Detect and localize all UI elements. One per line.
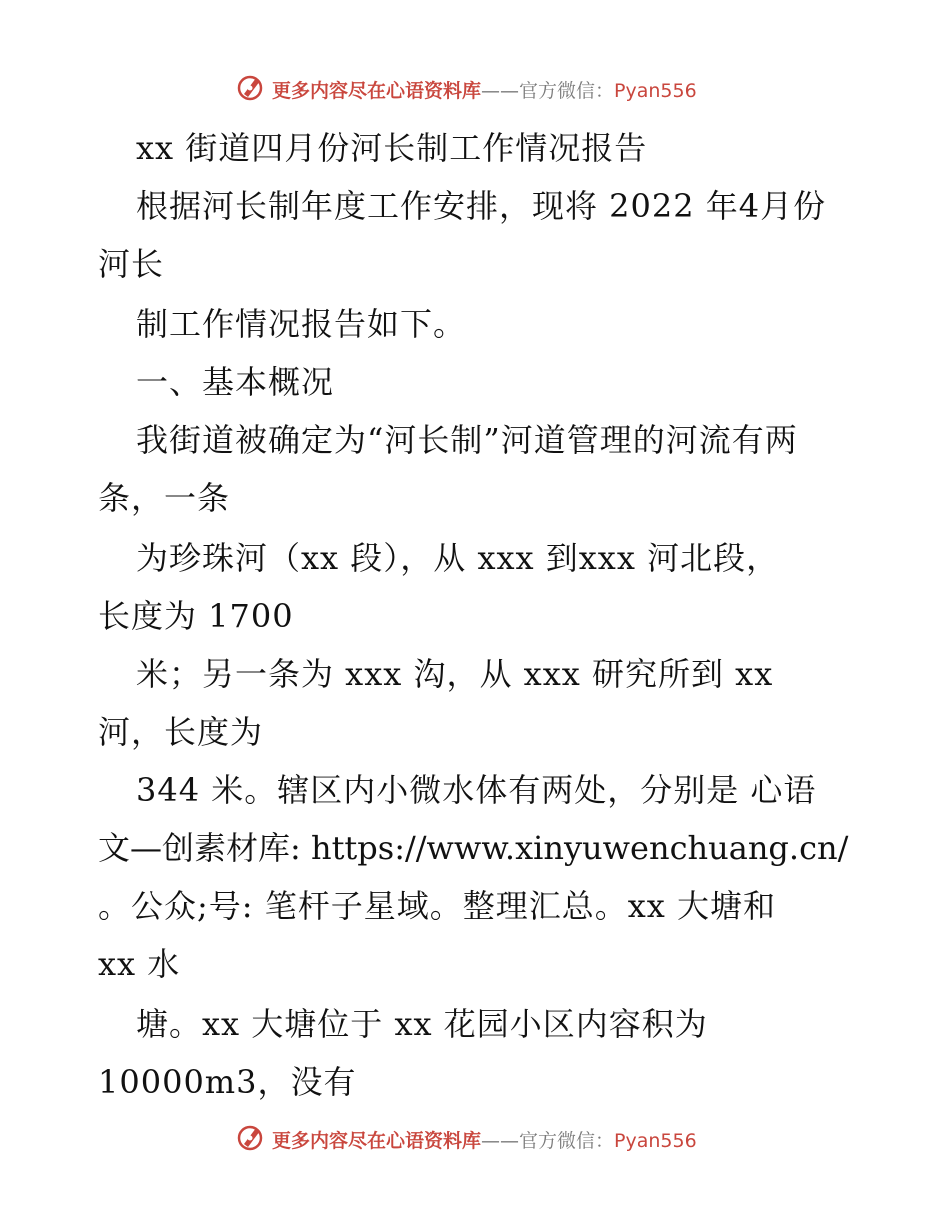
watermark-banner-bottom (0, 1120, 950, 1160)
watermark-wechat: 官方微信： (519, 1130, 615, 1152)
text-line: 条，一条 (98, 479, 231, 517)
section-heading: 一、基本概况 (136, 363, 335, 401)
watermark-text (272, 1126, 697, 1153)
text-line: 344 米。辖区内小微水体有两处，分别是 心语 (136, 771, 817, 809)
text-line: 河，长度为 (98, 713, 264, 751)
watermark-main: 更多内容尽在心语资料库 (272, 80, 482, 102)
text-line: 制工作情况报告如下。 (136, 305, 467, 343)
watermark-banner-top (0, 70, 950, 110)
pen-nib-logo-icon (236, 72, 266, 102)
text-line: 文—创素材库: https://www.xinyuwenchuang.cn/ (98, 829, 849, 867)
text-line: 塘。xx 大塘位于 xx 花园小区内容积为 (136, 1005, 708, 1043)
watermark-account: Pyan556 (614, 1130, 697, 1152)
watermark-dash: —— (481, 80, 520, 102)
pen-nib-logo-icon (236, 1122, 266, 1152)
watermark-account: Pyan556 (614, 80, 697, 102)
document-title: xx 街道四月份河长制工作情况报告 (136, 129, 648, 167)
watermark-wechat: 官方微信： (519, 80, 615, 102)
text-line: 长度为 1700 (98, 597, 294, 635)
watermark-text (272, 76, 697, 103)
text-line: 米；另一条为 xxx 沟，从 xxx 研究所到 xx (136, 655, 774, 693)
watermark-main: 更多内容尽在心语资料库 (272, 1130, 482, 1152)
text-line: 。公众;号: 笔杆子星域。整理汇总。xx 大塘和 (98, 887, 777, 925)
text-line: 根据河长制年度工作安排，现将 2022 年4月份 (136, 187, 827, 225)
text-line: 我街道被确定为“河长制”河道管理的河流有两 (136, 421, 798, 459)
text-line: 为珍珠河（xx 段），从 xxx 到xxx 河北段， (136, 539, 780, 577)
text-line: 河长 (98, 245, 165, 283)
watermark-dash: —— (481, 1130, 520, 1152)
text-line: xx 水 (98, 945, 181, 983)
text-line: 10000m3，没有 (98, 1063, 357, 1101)
